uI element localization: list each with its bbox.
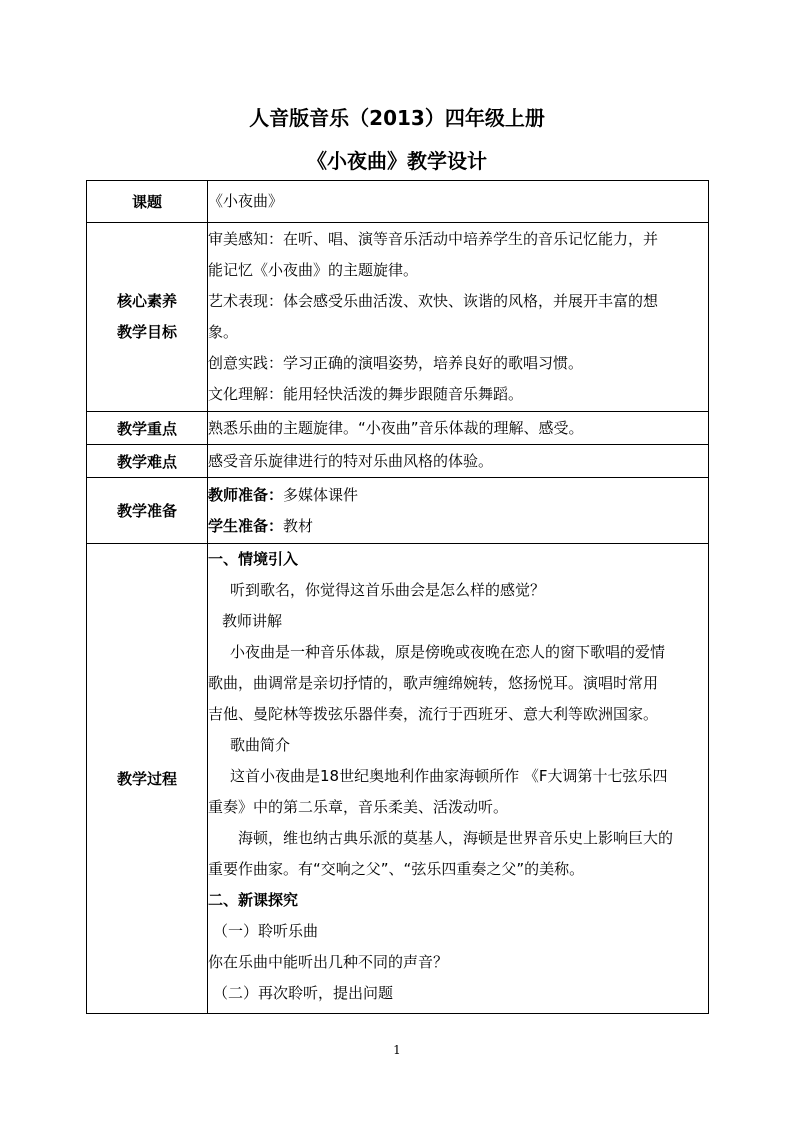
goals-line: 象。	[208, 323, 239, 341]
goals-line: 创意实践：学习正确的演唱姿势，培养良好的歌唱习惯。	[208, 354, 584, 372]
process-line: 你在乐曲中能听出几种不同的声音？	[208, 953, 449, 971]
goals-label-line1: 核心素养	[116, 292, 177, 310]
teacher-preparation-value: 多媒体课件	[283, 485, 359, 504]
row-difficulties	[87, 445, 709, 478]
goals-cell	[208, 223, 709, 412]
preparation-cell	[208, 478, 709, 544]
topic-cell	[208, 181, 709, 223]
page-number: 1	[393, 1043, 401, 1057]
process-line: 听到歌名，你觉得这首乐曲会是怎么样的感觉？	[230, 581, 546, 599]
row-preparation	[87, 478, 709, 544]
process-line: 重奏》中的第二乐章，音乐柔美、活泼动听。	[208, 798, 509, 816]
topic-label: 课题	[87, 181, 208, 223]
process-line: 小夜曲是一种音乐体裁，原是傍晚或夜晚在恋人的窗下歌唱的爱情	[230, 643, 666, 661]
goals-line: 文化理解：能用轻快活泼的舞步跟随音乐舞蹈。	[208, 385, 524, 403]
row-topic	[87, 181, 709, 223]
student-preparation-label: 学生准备：	[208, 516, 284, 535]
process-line: （一）聆听乐曲	[213, 922, 319, 940]
difficulties-cell	[208, 445, 709, 478]
goals-label-cell	[87, 223, 208, 412]
lesson-plan-table	[86, 180, 709, 1014]
process-line: 重要作曲家。有“交响之父”、“弦乐四重奏之父”的美称。	[208, 860, 585, 878]
preparation-label: 教学准备	[87, 478, 208, 544]
process-heading: 一、情境引入	[208, 550, 299, 568]
process-label: 教学过程	[87, 544, 208, 1014]
teacher-preparation-label: 教师准备：	[208, 485, 284, 504]
process-line: 教师讲解	[222, 612, 283, 630]
goals-label-line2: 教学目标	[116, 323, 177, 341]
goals-line: 艺术表现：体会感受乐曲活泼、欢快、诙谐的风格，并展开丰富的想	[208, 292, 659, 310]
document-subtitle: 《小夜曲》教学设计	[307, 149, 487, 173]
topic-value: 《小夜曲》	[208, 192, 284, 210]
document-title: 人音版音乐（2013）四年级上册	[249, 106, 545, 130]
process-line: 歌曲简介	[230, 736, 291, 754]
key-points-value: 熟悉乐曲的主题旋律。“小夜曲”音乐体裁的理解、感受。	[208, 418, 584, 437]
process-line: 吉他、曼陀林等拨弦乐器伴奏，流行于西班牙、意大利等欧洲国家。	[208, 705, 659, 723]
difficulties-label: 教学难点	[87, 445, 208, 478]
process-line: 这首小夜曲是18世纪奥地利作曲家海顿所作 《F大调第十七弦乐四	[230, 767, 668, 785]
row-process	[87, 544, 709, 1014]
student-preparation-value: 教材	[283, 516, 314, 535]
key-points-label: 教学重点	[87, 412, 208, 445]
process-line: 歌曲，曲调常是亲切抒情的，歌声缠绵婉转，悠扬悦耳。演唱时常用	[208, 674, 659, 692]
goals-line: 能记忆《小夜曲》的主题旋律。	[208, 261, 419, 279]
difficulties-value: 感受音乐旋律进行的特对乐曲风格的体验。	[208, 451, 494, 470]
row-key-points	[87, 412, 709, 445]
teacher-preparation	[208, 480, 708, 511]
key-points-cell	[208, 412, 709, 445]
process-heading: 二、新课探究	[208, 891, 299, 909]
process-line: 海顿，维也纳古典乐派的莫基人，海顿是世界音乐史上影响巨大的	[238, 829, 674, 847]
student-preparation	[208, 511, 708, 542]
process-cell	[208, 544, 709, 1014]
row-goals	[87, 223, 709, 412]
goals-line: 审美感知：在听、唱、演等音乐活动中培养学生的音乐记忆能力，并	[208, 230, 659, 248]
process-line: （二）再次聆听，提出问题	[213, 984, 394, 1002]
